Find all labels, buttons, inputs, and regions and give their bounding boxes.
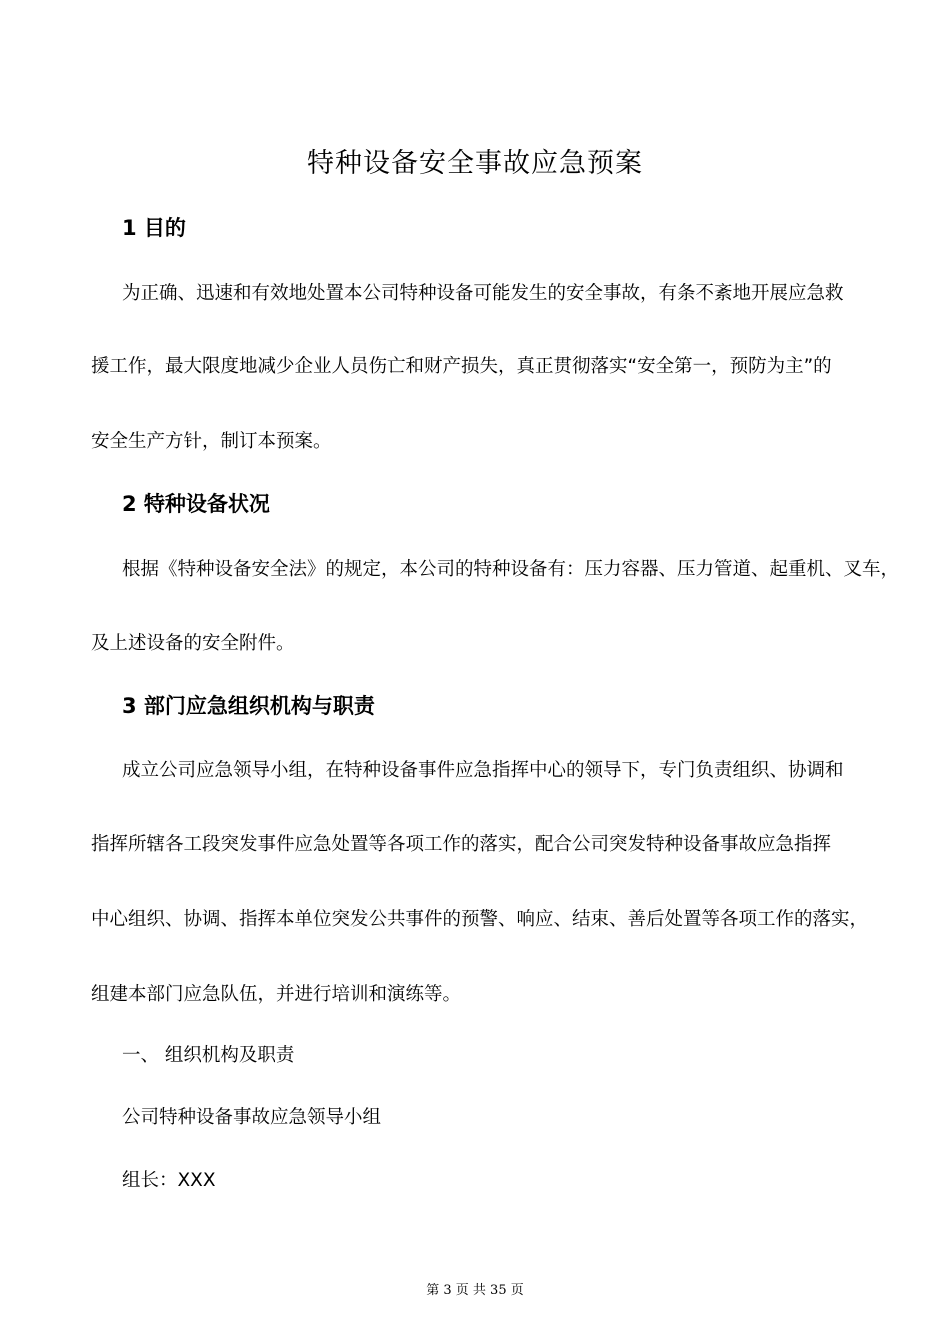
paragraph-line: 安全生产方针，制订本预案。	[91, 431, 332, 452]
leadership-group-name: 公司特种设备事故应急领导小组	[122, 1107, 382, 1128]
section-heading-purpose: 1 目的	[122, 216, 186, 240]
group-leader: 组长：XXX	[122, 1170, 216, 1191]
subsection-heading: 一、 组织机构及职责	[122, 1045, 295, 1066]
paragraph-line: 指挥所辖各工段突发事件应急处置等各项工作的落实，配合公司突发特种设备事故应急指挥	[91, 834, 832, 855]
section-heading-organization: 3 部门应急组织机构与职责	[122, 694, 375, 718]
section-heading-equipment-status: 2 特种设备状况	[122, 492, 270, 516]
paragraph-line: 及上述设备的安全附件。	[91, 633, 295, 654]
paragraph-line: 组建本部门应急队伍，并进行培训和演练等。	[91, 984, 462, 1005]
paragraph-line: 援工作，最大限度地减少企业人员伤亡和财产损失，真正贯彻落实“安全第一，预防为主”的	[91, 356, 832, 377]
paragraph-line: 为正确、迅速和有效地处置本公司特种设备可能发生的安全事故，有条不紊地开展应急救	[122, 283, 844, 304]
paragraph-line: 中心组织、协调、指挥本单位突发公共事件的预警、响应、结束、善后处置等各项工作的落实，	[91, 909, 869, 930]
paragraph-line: 成立公司应急领导小组，在特种设备事件应急指挥中心的领导下，专门负责组织、协调和	[122, 760, 844, 781]
paragraph-line: 根据《特种设备安全法》的规定，本公司的特种设备有：压力容器、压力管道、起重机、叉车，	[122, 559, 900, 580]
page-number: 第 3 页 共 35 页	[426, 1283, 524, 1298]
document-title: 特种设备安全事故应急预案	[307, 148, 643, 179]
